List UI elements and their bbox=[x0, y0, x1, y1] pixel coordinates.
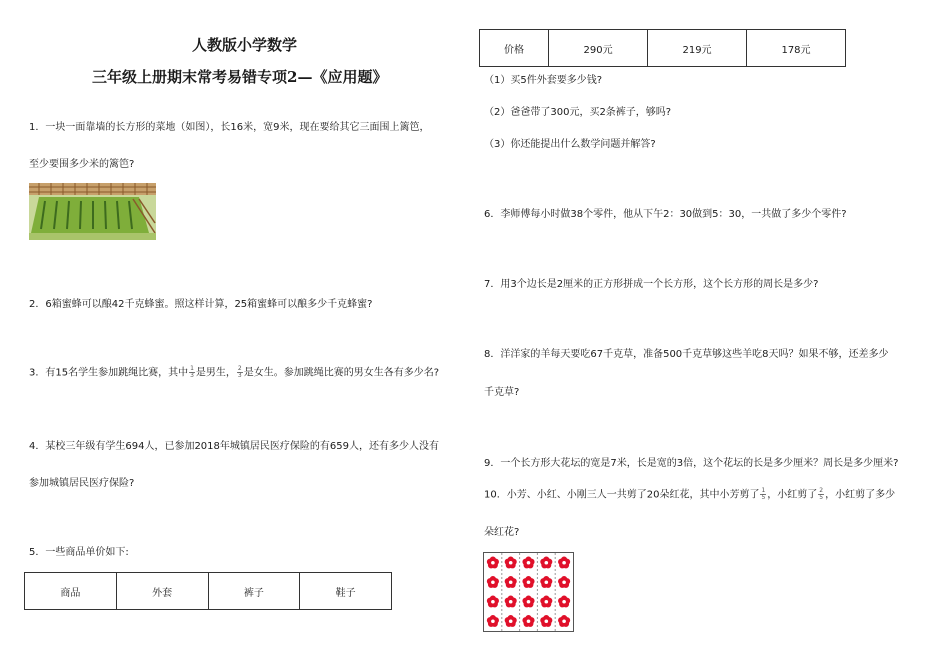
table-cell: 290元 bbox=[549, 30, 648, 67]
question-8-line1: 8．洋洋家的羊每天要吃67千克草，准备500千克草够这些羊吃8天吗？如果不够，还差多少 bbox=[484, 349, 889, 360]
question-4-line2: 参加城镇居民医疗保险? bbox=[29, 478, 135, 489]
red-flower bbox=[487, 557, 499, 569]
price-table-prices-row bbox=[479, 29, 846, 67]
question-1-line2: 至少要围多少米的篱笆? bbox=[29, 159, 135, 170]
fraction-two-fifths bbox=[818, 488, 824, 501]
red-flower bbox=[540, 576, 552, 588]
question-10-part-b: ，小红剪了 bbox=[767, 489, 818, 501]
table-cell: 外套 bbox=[116, 573, 208, 610]
fraction-one-fifth bbox=[760, 488, 766, 501]
red-flower bbox=[505, 576, 517, 588]
table-cell: 鞋子 bbox=[300, 573, 392, 610]
fraction-one-third bbox=[189, 366, 195, 379]
question-3 bbox=[29, 366, 439, 381]
question-3-part-a: 3．有15名学生参加跳绳比赛，其中 bbox=[29, 367, 189, 379]
vegetable-field-illustration bbox=[29, 183, 156, 240]
red-flower bbox=[558, 615, 570, 627]
question-10-part-a: 10．小芳、小红、小刚三人一共剪了20朵红花，其中小芳剪了 bbox=[484, 489, 760, 501]
table-cell: 219元 bbox=[648, 30, 747, 67]
question-10-part-c: ，小红剪了多少 bbox=[825, 489, 896, 501]
red-flower bbox=[487, 615, 499, 627]
red-flower bbox=[522, 615, 534, 627]
page-title: 人教版小学数学 bbox=[192, 36, 298, 54]
red-flower bbox=[487, 596, 499, 608]
page-subtitle: 三年级上册期末常考易错专项2—《应用题》 bbox=[92, 68, 388, 86]
table-cell: 价格 bbox=[480, 30, 549, 67]
question-1-line1: 1．一块一面靠墙的长方形的菜地（如图），长16米，宽9米，现在要给其它三面围上篱笆， bbox=[29, 122, 430, 133]
fraction-denominator: 3 bbox=[237, 372, 242, 379]
fraction-denominator: 5 bbox=[761, 494, 766, 501]
red-flower bbox=[522, 596, 534, 608]
fraction-numerator: 1 bbox=[190, 365, 194, 372]
fraction-denominator: 5 bbox=[819, 494, 824, 501]
table-cell: 商品 bbox=[25, 573, 117, 610]
table-cell: 裤子 bbox=[208, 573, 300, 610]
question-5-sub2: （2）爸爸带了300元，买2条裤子，够吗? bbox=[484, 107, 672, 118]
red-flower bbox=[558, 557, 570, 569]
red-flower bbox=[505, 615, 517, 627]
red-flower bbox=[487, 576, 499, 588]
question-9: 9．一个长方形大花坛的宽是7米，长是宽的3倍，这个花坛的长是多少厘米？周长是多少厘米? bbox=[484, 458, 899, 469]
red-flowers-illustration bbox=[483, 552, 574, 632]
question-5-sub3: （3）你还能提出什么数学问题并解答? bbox=[484, 139, 656, 150]
red-flower bbox=[505, 557, 517, 569]
question-3-part-c: 是女生。参加跳绳比赛的男女生各有多少名? bbox=[243, 367, 440, 379]
question-8-line2: 千克草? bbox=[484, 387, 520, 398]
table-cell: 178元 bbox=[747, 30, 846, 67]
question-5: 5．一些商品单价如下: bbox=[29, 547, 129, 558]
red-flower bbox=[505, 596, 517, 608]
question-6: 6．李师傅每小时做38个零件，他从下午2：30做到5：30，一共做了多少个零件? bbox=[484, 209, 847, 220]
red-flower bbox=[540, 596, 552, 608]
question-10-line2: 朵红花? bbox=[484, 527, 520, 538]
question-7: 7．用3个边长是2厘米的正方形拼成一个长方形，这个长方形的周长是多少? bbox=[484, 279, 819, 290]
fraction-denominator: 3 bbox=[190, 372, 194, 379]
red-flower bbox=[558, 596, 570, 608]
fraction-numerator: 2 bbox=[237, 365, 242, 372]
red-flower bbox=[522, 576, 534, 588]
question-4-line1: 4．某校三年级有学生694人，已参加2018年城镇居民医疗保险的有659人，还有多少人没有 bbox=[29, 441, 439, 452]
price-table-items-row bbox=[24, 572, 392, 610]
fraction-numerator: 2 bbox=[819, 487, 824, 494]
red-flower bbox=[558, 576, 570, 588]
fraction-two-thirds bbox=[237, 366, 243, 379]
fraction-numerator: 1 bbox=[761, 487, 766, 494]
question-5-sub1: （1）买5件外套要多少钱? bbox=[484, 75, 603, 86]
red-flower bbox=[540, 615, 552, 627]
red-flower bbox=[540, 557, 552, 569]
question-3-part-b: 是男生， bbox=[195, 367, 236, 379]
flower-grid bbox=[484, 553, 573, 631]
red-flower bbox=[522, 557, 534, 569]
question-10 bbox=[484, 488, 895, 503]
question-2: 2．6箱蜜蜂可以酿42千克蜂蜜。照这样计算，25箱蜜蜂可以酿多少千克蜂蜜? bbox=[29, 299, 373, 310]
